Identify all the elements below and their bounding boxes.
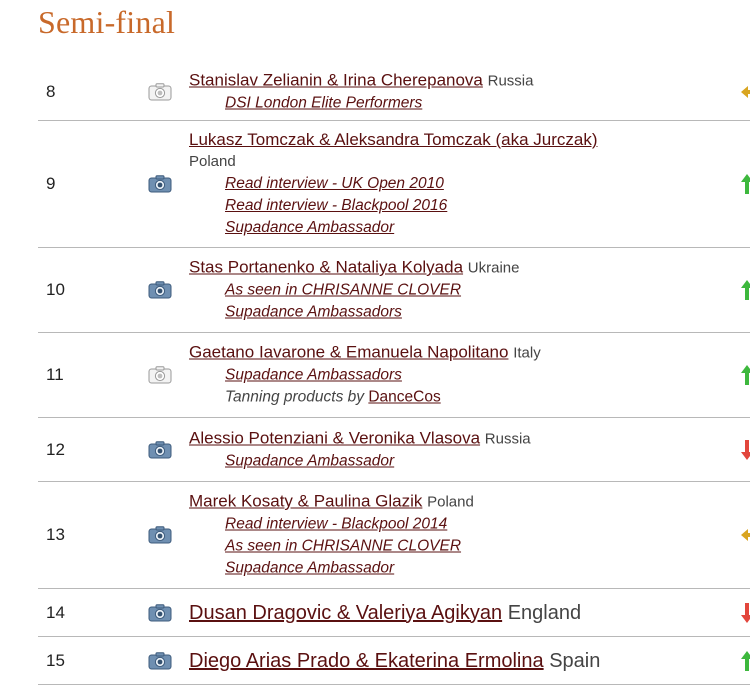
country-label: Ukraine [467,259,520,277]
trend-same-arrow-icon [740,81,750,103]
couple-info [189,427,750,472]
trend-up-arrow-icon [740,650,750,672]
results-table [38,64,750,685]
trend-same-arrow-icon [740,524,750,546]
result-row [38,64,750,121]
sub-links [189,514,750,580]
sub-link[interactable]: Supadance Ambassadors [225,303,402,321]
sub-link[interactable]: As seen in CHRISANNE CLOVER [225,281,462,299]
result-row [38,418,750,482]
sub-line [225,93,750,115]
rank-number: 14 [46,602,65,622]
camera-icon[interactable] [148,526,172,544]
rank-number: 9 [46,174,56,193]
sub-link[interactable]: Supadance Ambassador [225,559,395,577]
sub-links [189,173,750,239]
sub-link[interactable]: Read interview - UK Open 2010 [225,175,444,192]
rank-number: 10 [46,280,65,299]
sub-link[interactable]: Read interview - Blackpool 2016 [225,197,448,214]
couple-line [189,491,750,514]
couple-link[interactable]: Gaetano Iavarone & Emanuela Napolitano [189,342,509,362]
country-label: Italy [513,344,541,362]
couple-link[interactable]: Alessio Potenziani & Veronika Vlasova [189,428,481,447]
result-row [38,482,750,589]
couple-info [189,70,750,115]
page-title: Semi-final [38,4,176,40]
camera-icon[interactable] [148,83,172,101]
trend-up-arrow-icon [740,173,750,195]
result-row [38,248,750,333]
couple-line [189,129,750,151]
couple-info [189,491,750,580]
rank-number: 15 [46,650,65,670]
sub-line [225,280,750,302]
sub-line [225,365,750,387]
country-label: Russia [484,430,531,447]
couple-line [189,257,750,280]
sub-line [225,514,750,536]
sub-links [189,93,750,115]
sub-link[interactable]: As seen in CHRISANNE CLOVER [225,537,462,555]
result-row [38,121,750,248]
country-label: Russia [487,72,534,90]
couple-line [189,600,750,626]
sub-line [225,450,750,472]
sub-line [225,536,750,558]
sub-links [189,450,750,472]
result-row [38,333,750,418]
couple-link[interactable]: Stanislav Zelianin & Irina Cherepanova [189,70,483,90]
sub-link[interactable]: Supadance Ambassadors [225,366,402,384]
sponsor-link[interactable]: DanceCos [368,388,441,406]
couple-info [189,129,750,239]
country-label: Spain [549,649,601,672]
rank-number: 13 [46,525,65,544]
couple-line [189,342,750,365]
couple-line [189,648,750,674]
camera-icon[interactable] [148,652,172,670]
result-row [38,589,750,637]
country-label: Poland [427,493,474,511]
couple-info [189,600,750,626]
couple-link[interactable]: Diego Arias Prado & Ekaterina Ermolina [189,649,544,672]
sub-link[interactable]: Read interview - Blackpool 2014 [225,515,448,533]
sub-link[interactable]: DSI London Elite Performers [225,94,423,112]
couple-info [189,648,750,674]
sub-text: Tanning products by [225,388,369,406]
couple-info [189,257,750,324]
result-row [38,637,750,685]
couple-link[interactable]: Stas Portanenko & Nataliya Kolyada [189,257,464,277]
trend-down-arrow-icon [740,602,750,624]
country-label: Poland [189,153,236,170]
sub-links [189,280,750,324]
country-label: England [507,601,582,624]
camera-icon[interactable] [148,441,172,459]
couple-link[interactable]: Dusan Dragovic & Valeriya Agikyan [189,601,503,624]
rank-number: 11 [46,365,64,384]
rank-number: 8 [46,82,56,101]
sub-link[interactable]: Supadance Ambassador [225,452,395,469]
sub-line [225,217,750,239]
rank-number: 12 [46,439,65,459]
sub-link[interactable]: Supadance Ambassador [225,219,395,236]
camera-icon[interactable] [148,281,172,299]
couple-link[interactable]: Lukasz Tomczak & Aleksandra Tomczak (aka Jurczak) [189,130,598,149]
couple-line [189,427,750,450]
trend-up-arrow-icon [740,364,750,386]
trend-up-arrow-icon [740,279,750,301]
camera-icon[interactable] [148,175,172,193]
couple-info [189,342,750,409]
sub-links [189,365,750,409]
sub-line [225,302,750,324]
sub-line [225,195,750,217]
sub-line [225,387,750,409]
couple-link[interactable]: Marek Kosaty & Paulina Glazik [189,491,423,511]
sub-line [225,558,750,580]
couple-line [189,70,750,93]
sub-line [225,173,750,195]
camera-icon[interactable] [148,604,172,622]
trend-down-arrow-icon [740,439,750,461]
camera-icon[interactable] [148,366,172,384]
